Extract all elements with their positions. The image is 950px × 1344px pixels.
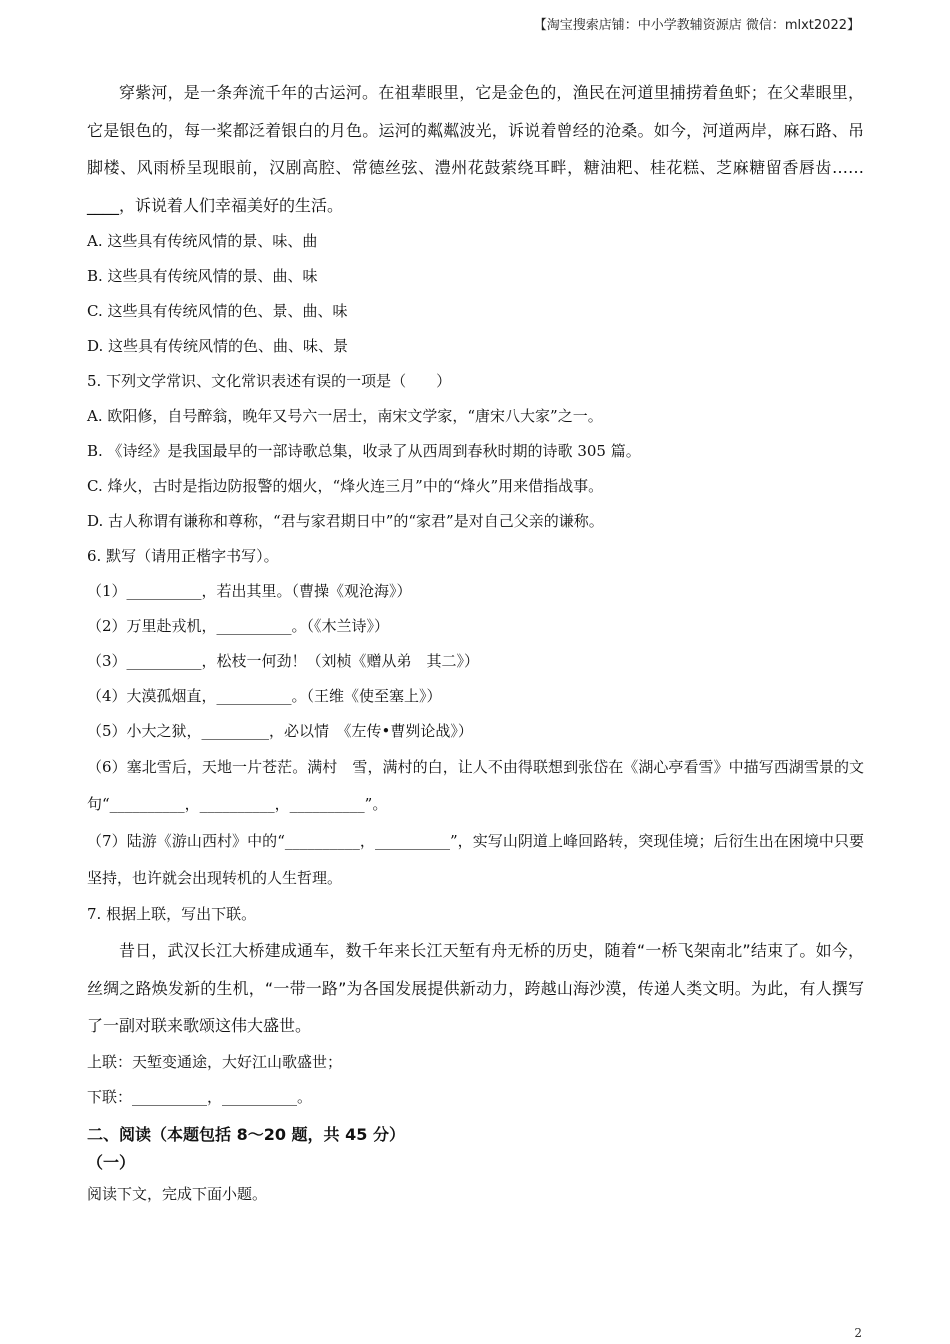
q6-item-4: （4）大漠孤烟直，__________。（王维《使至塞上》）	[87, 687, 442, 705]
q5-option-c: C. 烽火，古时是指边防报警的烟火，“烽火连三月”中的“烽火”用来借指战事。	[87, 477, 604, 495]
q7-lower-couplet: 下联：__________，__________。	[87, 1087, 313, 1106]
q4-option-b: B. 这些具有传统风情的景、曲、味	[87, 267, 318, 285]
q6-item-2: （2）万里赴戎机，__________。（《木兰诗》）	[87, 617, 390, 635]
q4-option-a: A. 这些具有传统风情的景、味、曲	[87, 232, 318, 250]
page-content	[87, 74, 864, 1212]
page-header: 【淘宝搜索店铺：中小学教辅资源店 微信：mlxt2022】	[533, 18, 860, 33]
q6-item-6: （6）塞北雪后，天地一片苍茫。满村 雪，满村的白，让人不由得联想到张岱在《湖心亭看雪》中描写西湖雪景的文句“__________，__________，__________”。	[87, 758, 864, 813]
q6-item-1: （1）__________，若出其里。（曹操《观沧海》）	[87, 582, 412, 600]
q4-option-c: C. 这些具有传统风情的色、景、曲、味	[87, 302, 348, 320]
q5-option-b: B. 《诗经》是我国最早的一部诗歌总集，收录了从西周到春秋时期的诗歌 305 篇。	[87, 442, 641, 460]
q6-stem: 6. 默写（请用正楷字书写）。	[87, 547, 279, 565]
q6-item-5: （5）小大之狱，_________，必以情 《左传•曹刿论战》）	[87, 722, 473, 740]
q6-item-3: （3）__________，松枝一何劲！（刘桢《赠从弟 其二》）	[87, 652, 480, 670]
section-2-title: 二、阅读（本题包括 8～20 题，共 45 分）	[87, 1124, 405, 1144]
q5-stem: 5. 下列文学常识、文化常识表述有误的一项是（ ）	[87, 372, 452, 390]
section-2-part: （一）	[87, 1152, 136, 1172]
q5-option-d: D. 古人称谓有谦称和尊称，“君与家君期日中”的“家君”是对自己父亲的谦称。	[87, 512, 604, 530]
page-number: 2	[854, 1326, 862, 1340]
q5-option-a: A. 欧阳修，自号醉翁，晚年又号六一居士，南宋文学家，“唐宋八大家”之一。	[87, 407, 603, 425]
section-2-instruction: 阅读下文，完成下面小题。	[87, 1184, 268, 1203]
q6-item-7: （7）陆游《游山西村》中的“__________，__________”，实写山阴道上峰回路转，突现佳境；后衍生出在困境中只要坚持，也许就会出现转机的人生哲理。	[87, 832, 864, 887]
q7-stem: 7. 根据上联，写出下联。	[87, 905, 257, 923]
passage-q4: 穿紫河，是一条奔流千年的古运河。在祖辈眼里，它是金色的，渔民在河道里捕捞着鱼虾；在父辈眼里，它是银色的，每一桨都泛着银白的月色。运河的粼粼波光，诉说着曾经的沧桑。如今，河道两岸，麻石路、吊脚楼、风雨桥呈现眼前，汉剧高腔、常德丝弦、澧州花鼓萦绕耳畔，糖油粑、桂花糕、芝麻糖留香唇齿……____，诉说着人们幸福美好的生活。	[87, 83, 864, 215]
q7-upper-couplet: 上联：天堑变通途，大好江山歌盛世；	[87, 1052, 343, 1071]
q4-option-d: D. 这些具有传统风情的色、曲、味、景	[87, 337, 349, 355]
q7-passage: 昔日，武汉长江大桥建成通车，数千年来长江天堑有舟无桥的历史，随着“一桥飞架南北”结束了。如今，丝绸之路焕发新的生机，“一带一路”为各国发展提供新动力，跨越山海沙漠，传递人类文明。为此，有人撰写了一副对联来歌颂这伟大盛世。	[87, 941, 864, 1035]
